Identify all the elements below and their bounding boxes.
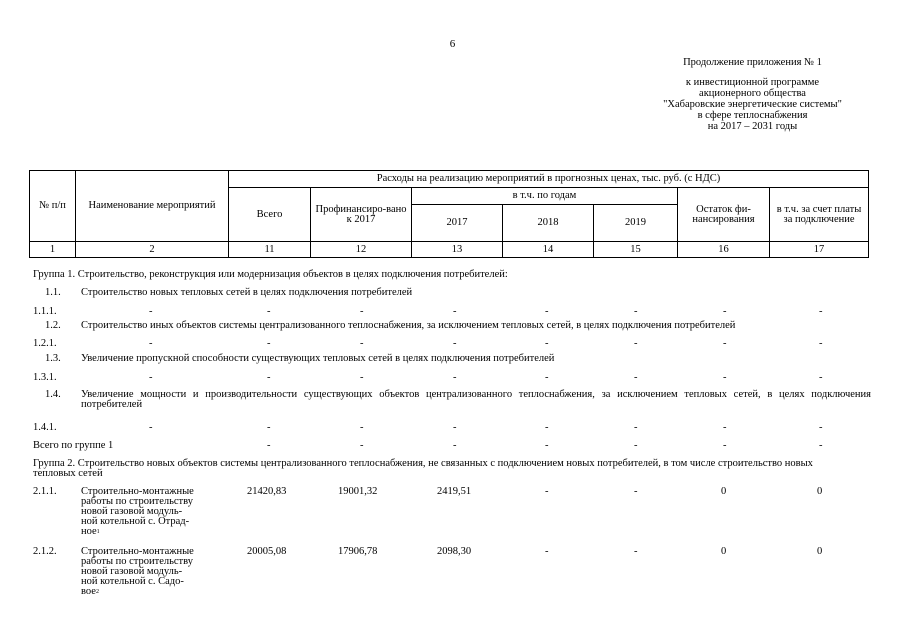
subitem-number: 1.2.1. [33,338,57,349]
subitem-number: 1.1.1. [33,306,57,317]
item-name-line: Строительно-монтажные [81,546,194,557]
dash-cell: - [453,440,457,451]
col-number-index: 16 [678,242,770,258]
item-number: 2.1.1. [33,486,57,497]
dash-cell: - [723,422,727,433]
footnote-marker: 1 [96,529,100,535]
dash-cell: - [267,372,271,383]
appendix-line: акционерного общества [699,88,806,99]
item-name-line: Строительно-монтажные [81,486,194,497]
appendix-line: на 2017 – 2031 годы [707,121,798,132]
section-title: Строительство иных объектов системы централизованного теплоснабжения, за исключением тепловых сетей, в целях подключения потребителей [81,320,736,331]
dash-cell: - [149,422,153,433]
year-2019-header: 2019 [594,205,678,242]
section-number: 1.3. [45,353,61,364]
year-2017-cell: 2098,30 [437,546,472,557]
dash-cell: - [267,306,271,317]
dash-cell: - [819,372,823,383]
dash-cell: - [723,338,727,349]
total-header: Всего [229,188,311,242]
dash-cell: - [634,440,638,451]
col-number-index: 14 [503,242,594,258]
prefinanced-header: Профинансиро-вано к 2017 [311,188,412,242]
dash-cell: - [723,372,727,383]
year-2018-header: 2018 [503,205,594,242]
year-2018-cell: - [545,546,549,557]
dash-cell: - [634,372,638,383]
item-name-line: вое [81,586,96,597]
by-years-header: в т.ч. по годам [412,188,678,205]
section-title: Увеличение мощности и производительности существующих объектов централизованного теплоснабжения, за исключением тепловых сетей, в целях подключения потребителей [81,389,871,410]
dash-cell: - [267,338,271,349]
item-name-line: работы по строительству [81,496,193,507]
section-number: 1.2. [45,320,61,331]
dash-cell: - [360,440,364,451]
item-name-line: ной котельной с. Отрад- [81,516,190,527]
dash-cell: - [453,338,457,349]
total-cell: 20005,08 [247,546,287,557]
group-2-title: Группа 2. Строительство новых объектов системы централизованного теплоснабжения, не связанных с подключением новых потребителей, в том числе строительство новых тепловых сетей [33,458,813,479]
total-cell: 21420,83 [247,486,287,497]
dash-cell: - [634,306,638,317]
col-number-index: 15 [594,242,678,258]
table-header [29,170,869,258]
year-2017-cell: 2419,51 [437,486,472,497]
dash-cell: - [819,440,823,451]
item-name-line: новой газовой модуль- [81,506,183,517]
expenses-header: Расходы на реализацию мероприятий в прогнозных ценах, тыс. руб. (с НДС) [229,171,869,188]
dash-cell: - [634,422,638,433]
dash-cell: - [149,306,153,317]
section-title: Строительство новых тепловых сетей в целях подключения потребителей [81,287,413,298]
connection-cell: 0 [817,486,823,497]
subitem-number: 1.4.1. [33,422,57,433]
year-2018-cell: - [545,486,549,497]
dash-cell: - [149,372,153,383]
col-number-index: 12 [311,242,412,258]
dash-cell: - [149,338,153,349]
prefinanced-cell: 19001,32 [338,486,378,497]
dash-cell: - [453,306,457,317]
dash-cell: - [453,372,457,383]
dash-cell: - [723,440,727,451]
col-number-index: 1 [30,242,76,258]
section-title: Увеличение пропускной способности существующих тепловых сетей в целях подключения потребителей [81,353,555,364]
footnote-marker: 2 [95,589,99,595]
item-name [81,487,231,537]
appendix-line: к инвестиционной программе [685,77,820,88]
dash-cell: - [360,306,364,317]
dash-cell: - [267,422,271,433]
item-name-line: ное [81,526,97,537]
remaining-cell: 0 [721,486,727,497]
year-2017-header: 2017 [412,205,503,242]
appendix-continuation: Продолжение приложения № 1 [683,57,822,68]
appendix-line: "Хабаровские энергетические системы" [663,99,842,110]
dash-cell: - [545,338,549,349]
col-number-index: 17 [770,242,869,258]
dash-cell: - [360,338,364,349]
dash-cell: - [545,306,549,317]
col-number-header: № п/п [30,171,76,242]
dash-cell: - [267,440,271,451]
item-name-line: новой газовой модуль- [81,566,183,577]
appendix-line: в сфере теплоснабжения [697,110,808,121]
remaining-header: Остаток фи-нансирования [678,188,770,242]
item-name-line: работы по строительству [81,556,193,567]
connection-header: в т.ч. за счет платы за подключение [770,188,869,242]
group-1-total-label: Всего по группе 1 [33,440,114,451]
dash-cell: - [545,372,549,383]
col-number-index: 11 [229,242,311,258]
dash-cell: - [819,306,823,317]
page-number: 6 [449,38,456,50]
dash-cell: - [819,422,823,433]
remaining-cell: 0 [721,546,727,557]
appendix-reference [600,57,905,132]
item-number: 2.1.2. [33,546,57,557]
year-2019-cell: - [634,546,638,557]
item-name [81,547,231,597]
col-number-index: 13 [412,242,503,258]
col-number-index: 2 [76,242,229,258]
subitem-number: 1.3.1. [33,372,57,383]
dash-cell: - [360,422,364,433]
prefinanced-cell: 17906,78 [338,546,378,557]
group-1-title: Группа 1. Строительство, реконструкция или модернизация объектов в целях подключения потребителей: [33,269,508,280]
col-name-header: Наименование мероприятий [76,171,229,242]
dash-cell: - [819,338,823,349]
connection-cell: 0 [817,546,823,557]
dash-cell: - [360,372,364,383]
year-2019-cell: - [634,486,638,497]
dash-cell: - [634,338,638,349]
dash-cell: - [453,422,457,433]
section-number: 1.1. [45,287,61,298]
section-number: 1.4. [45,389,61,400]
item-name-line: ной котельной с. Садо- [81,576,184,587]
dash-cell: - [545,440,549,451]
dash-cell: - [723,306,727,317]
dash-cell: - [545,422,549,433]
